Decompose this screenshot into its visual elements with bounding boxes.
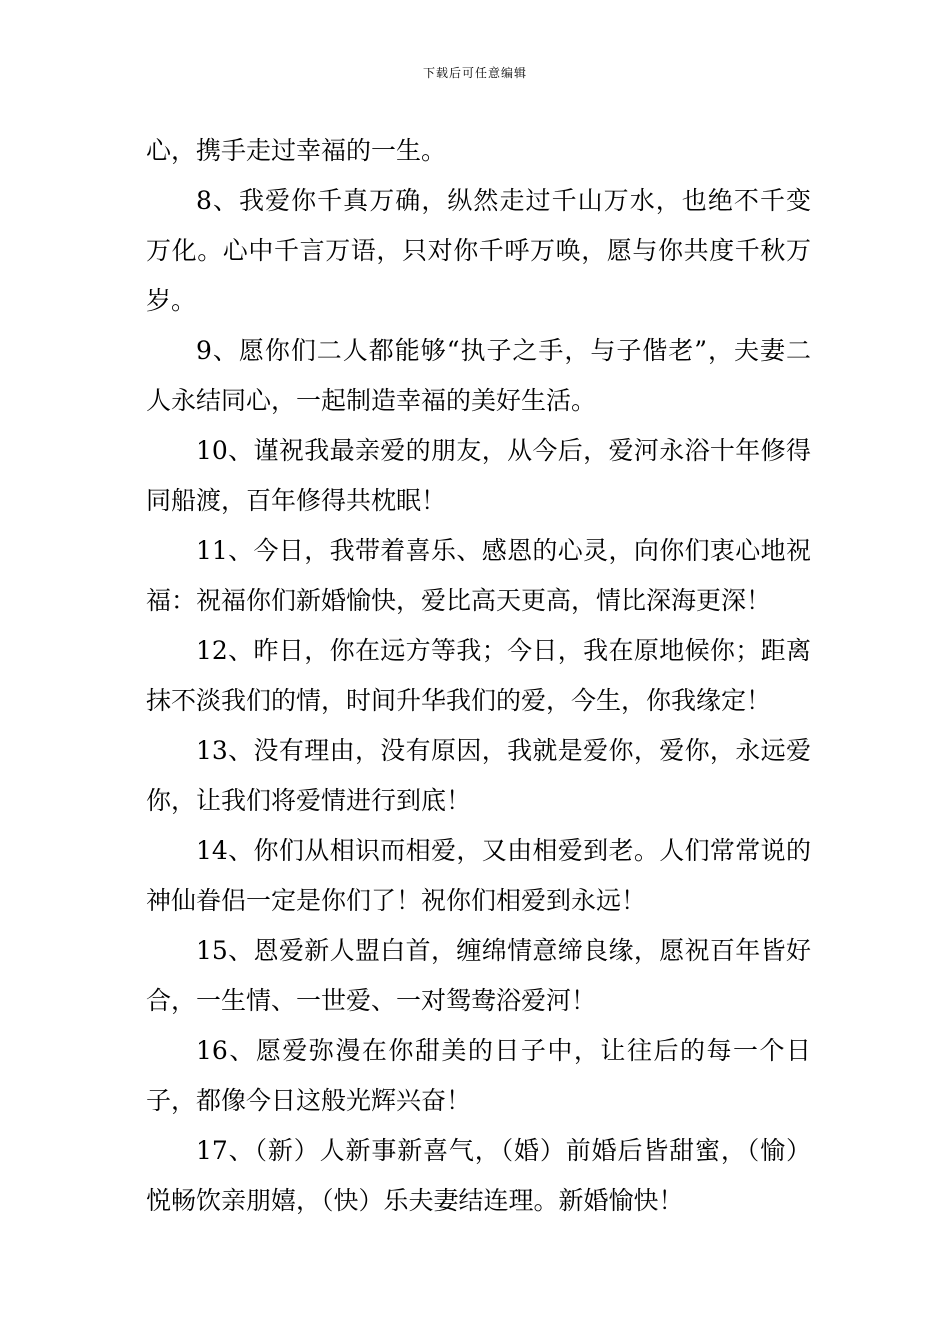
paragraph-16: 16、愿爱弥漫在你甜美的日子中，让往后的每一个日子，都像今日这般光辉兴奋！ (146, 1036, 811, 1115)
paragraph-8: 8、我爱你千真万确，纵然走过千山万水，也绝不千变万化。心中千言万语，只对你千呼万唤，愿与你共度千秋万岁。 (146, 186, 811, 315)
paragraph-15: 15、恩爱新人盟白首，缠绵情意缔良缘，愿祝百年皆好合，一生情、一世爱、一对鸳鸯浴爱河！ (146, 936, 811, 1015)
paragraph-11: 11、今日，我带着喜乐、感恩的心灵，向你们衷心地祝福：祝福你们新婚愉快，爱比高天更高，情比深海更深！ (146, 536, 811, 615)
paragraph-14: 14、你们从相识而相爱，又由相爱到老。人们常常说的神仙眷侣一定是你们了！祝你们相爱到永远！ (146, 836, 811, 915)
paragraph-17: 17、（新）人新事新喜气，（婚）前婚后皆甜蜜，（愉）悦畅饮亲朋嬉，（快）乐夫妻结连理。新婚愉快！ (146, 1136, 811, 1215)
paragraph-10: 10、谨祝我最亲爱的朋友，从今后，爱河永浴十年修得同船渡，百年修得共枕眠！ (146, 436, 811, 515)
document-body (146, 126, 811, 1226)
paragraph-9: 9、愿你们二人都能够“执子之手，与子偕老”，夫妻二人永结同心，一起制造幸福的美好生活。 (146, 336, 811, 415)
paragraph-13: 13、没有理由，没有原因，我就是爱你，爱你，永远爱你，让我们将爱情进行到底！ (146, 736, 811, 815)
paragraph-continuation: 心，携手走过幸福的一生。 (146, 136, 447, 165)
page-header: 下载后可任意编辑 (422, 66, 527, 80)
paragraph-12: 12、昨日，你在远方等我；今日，我在原地候你；距离抹不淡我们的情，时间升华我们的爱，今生，你我缘定！ (146, 636, 811, 715)
